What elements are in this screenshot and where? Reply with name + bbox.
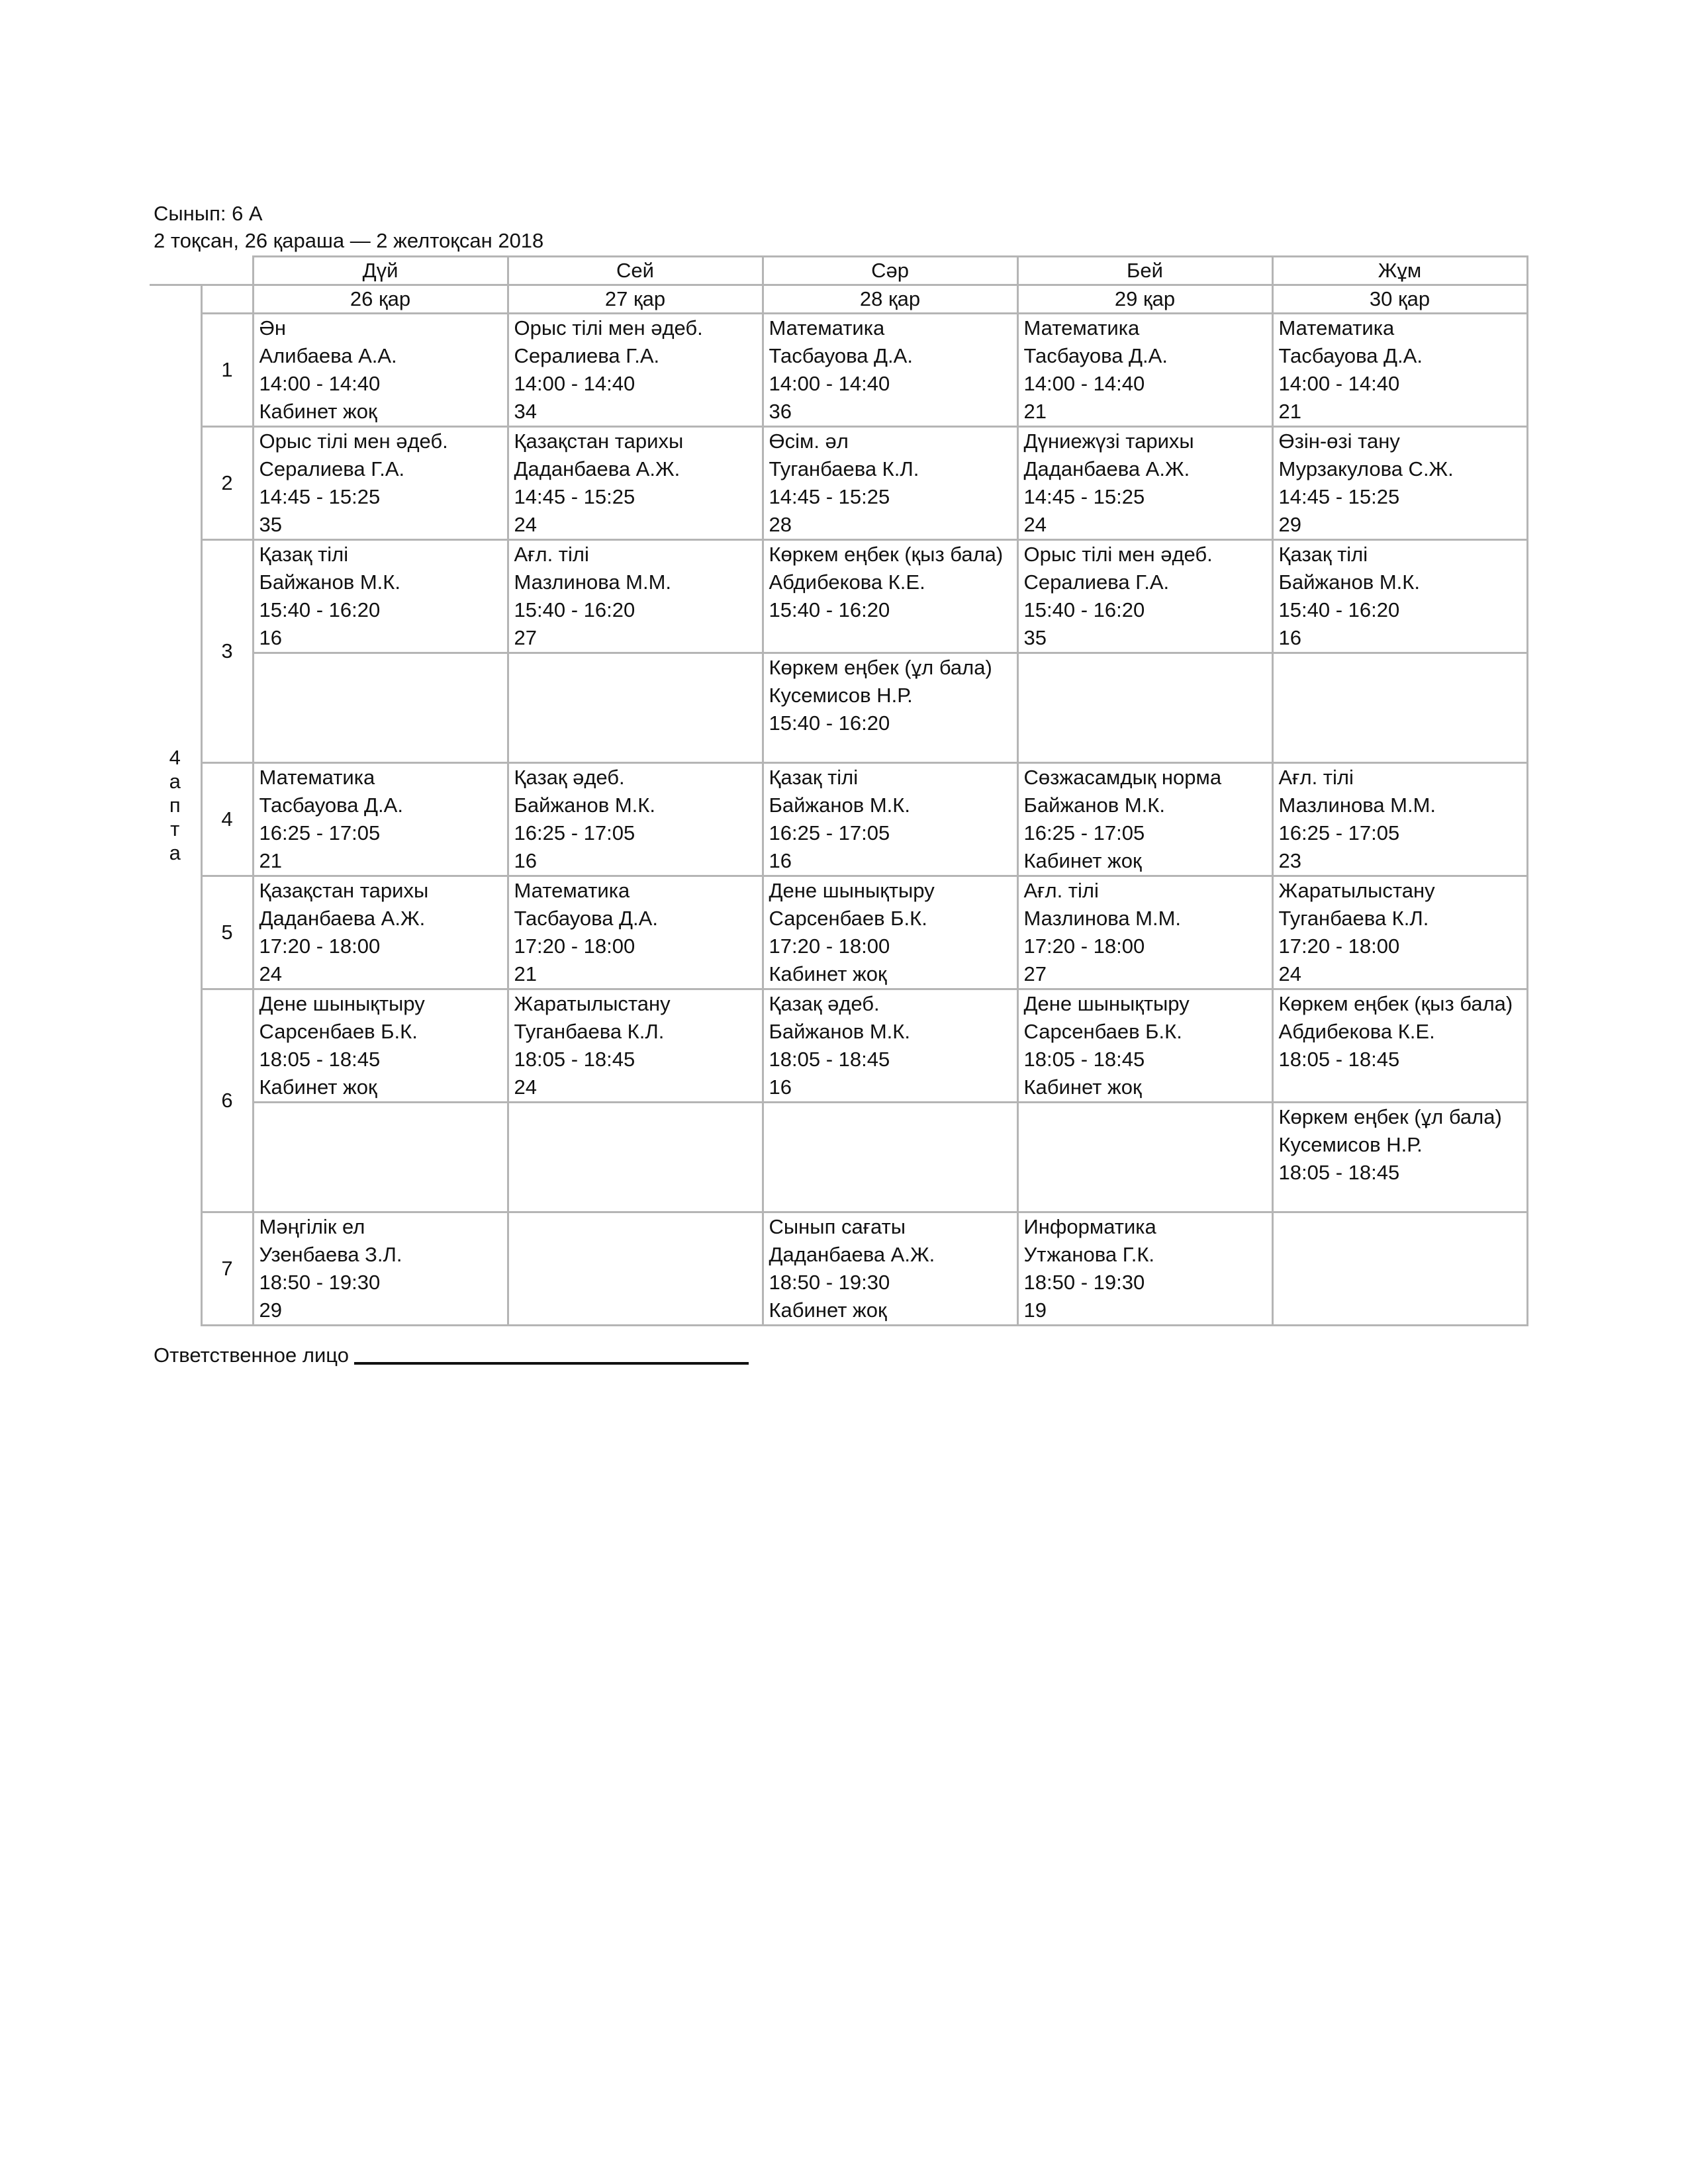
lesson-cell [508,989,763,1103]
lesson-num-header [201,285,253,314]
lesson-subject: Дене шынықтыру [769,879,935,902]
lesson-cell [253,427,508,540]
lesson-teacher: Сералиева Г.А. [259,457,405,480]
lesson-subject: Сөзжасамдық норма [1023,766,1222,789]
lesson-cell [1272,427,1527,540]
lesson-time: 14:45 - 15:25 [1023,485,1145,508]
lesson-subject: Информатика [1023,1215,1156,1238]
lesson-number: 2 [201,427,253,540]
lesson-number: 4 [201,763,253,876]
lesson-time: 15:40 - 16:20 [259,598,381,621]
lesson-room: 27 [514,626,537,649]
lesson-cell [1272,540,1527,653]
lesson-cell [253,1103,508,1212]
lesson-subject: Математика [1278,316,1395,340]
week-label-char: п [169,794,181,817]
lesson-cell [1017,427,1272,540]
week-label-char: т [170,817,180,841]
lesson-cell [508,763,763,876]
lesson-room: 35 [1023,626,1047,649]
day-date-1: 26 қар [253,285,508,314]
lesson-cell [763,653,1017,763]
lesson-time: 18:50 - 19:30 [769,1271,890,1294]
lesson-row [150,540,1527,653]
lesson-cell [1017,540,1272,653]
lesson-teacher: Даданбаева А.Ж. [1023,457,1190,480]
lesson-time: 18:05 - 18:45 [1278,1048,1400,1071]
lesson-subject: Дүниежүзі тарихы [1023,430,1194,453]
lesson-cell [1272,876,1527,989]
lesson-time: 18:50 - 19:30 [259,1271,381,1294]
lesson-time: 18:05 - 18:45 [1023,1048,1145,1071]
lesson-cell [1272,763,1527,876]
lesson-time: 14:45 - 15:25 [514,485,635,508]
lesson-room: 16 [259,626,282,649]
lesson-subject: Көркем еңбек (қыз бала) [769,543,1004,566]
lesson-cell [1017,989,1272,1103]
lesson-teacher: Туганбаева К.Л. [514,1020,665,1043]
lesson-teacher: Байжанов М.К. [1278,570,1420,594]
week-label-char: 4 [169,746,181,770]
lesson-cell [1017,1103,1272,1212]
lesson-subject: Қазақ әдеб. [769,992,880,1015]
lesson-subject: Қазақстан тарихы [514,430,684,453]
lesson-teacher: Мазлинова М.М. [1278,794,1436,817]
lesson-row [150,876,1527,989]
lesson-teacher: Байжанов М.К. [514,794,655,817]
lesson-teacher: Тасбауова Д.А. [1278,344,1423,367]
lesson-time: 18:05 - 18:45 [514,1048,635,1071]
lesson-row [150,763,1527,876]
day-date-4: 29 қар [1017,285,1272,314]
lesson-subject: Қазақстан тарихы [259,879,429,902]
lesson-cell [253,763,508,876]
lesson-cell [1272,1103,1527,1212]
lesson-room: 29 [259,1298,282,1322]
lesson-time: 18:05 - 18:45 [259,1048,381,1071]
lesson-room: 24 [1023,513,1047,536]
lesson-cell [508,653,763,763]
lesson-subject: Жаратылыстану [514,992,671,1015]
lesson-cell [253,540,508,653]
lesson-row [150,427,1527,540]
day-date-5: 30 қар [1272,285,1527,314]
lesson-cell [1017,653,1272,763]
lesson-time: 15:40 - 16:20 [514,598,635,621]
lesson-teacher: Абдибекова К.Е. [769,570,925,594]
lesson-teacher: Тасбауова Д.А. [769,344,913,367]
lesson-subject: Көркем еңбек (ұл бала) [1278,1105,1502,1128]
lesson-teacher: Тасбауова Д.А. [1023,344,1168,367]
lesson-number: 6 [201,989,253,1212]
lesson-cell [508,540,763,653]
lesson-row [150,1212,1527,1326]
lesson-teacher: Абдибекова К.Е. [1278,1020,1435,1043]
lesson-room: 16 [769,1075,792,1099]
lesson-teacher: Сералиева Г.А. [1023,570,1170,594]
lesson-teacher: Мазлинова М.М. [1023,907,1182,930]
lesson-room: Кабинет жоқ [1023,1075,1142,1099]
day-date-2: 27 қар [508,285,763,314]
lesson-cell [763,1212,1017,1326]
lesson-time: 16:25 - 17:05 [769,821,890,844]
corner-cell [150,257,253,285]
lesson-cell [1272,989,1527,1103]
lesson-cell [508,876,763,989]
lesson-row-extra [150,653,1527,763]
lesson-subject: Ағл. тілі [1023,879,1099,902]
lesson-number: 7 [201,1212,253,1326]
lesson-cell [763,314,1017,427]
lesson-subject: Мәңгілік ел [259,1215,365,1238]
lesson-teacher: Туганбаева К.Л. [769,457,919,480]
lesson-subject: Көркем еңбек (ұл бала) [769,656,992,679]
lesson-time: 14:45 - 15:25 [769,485,890,508]
lesson-cell [1272,653,1527,763]
lesson-room: 34 [514,400,537,423]
lesson-subject: Орыс тілі мен әдеб. [259,430,448,453]
lesson-teacher: Узенбаева З.Л. [259,1243,402,1266]
lesson-cell [763,1103,1017,1212]
day-name-2: Сей [508,257,763,285]
lesson-teacher: Даданбаева А.Ж. [514,457,680,480]
responsible-person-line [154,1342,749,1367]
lesson-time: 17:20 - 18:00 [1278,934,1400,958]
lesson-time: 17:20 - 18:00 [769,934,890,958]
lesson-time: 18:50 - 19:30 [1023,1271,1145,1294]
lesson-teacher: Тасбауова Д.А. [514,907,658,930]
lesson-teacher: Кусемисов Н.Р. [1278,1133,1423,1156]
lesson-subject: Ағл. тілі [1278,766,1354,789]
lesson-room: 21 [1023,400,1047,423]
lesson-teacher: Байжанов М.К. [769,1020,910,1043]
lesson-time: 15:40 - 16:20 [1023,598,1145,621]
lesson-subject: Дене шынықтыру [259,992,425,1015]
lesson-teacher: Мазлинова М.М. [514,570,672,594]
lesson-time: 14:00 - 14:40 [259,372,381,395]
lesson-room: Кабинет жоқ [1023,849,1142,872]
lesson-room: 35 [259,513,282,536]
lesson-cell [253,314,508,427]
lesson-teacher: Тасбауова Д.А. [259,794,403,817]
lesson-cell [253,989,508,1103]
lesson-subject: Математика [769,316,885,340]
lesson-cell [1272,1212,1527,1326]
week-label [150,285,201,1326]
lesson-teacher: Байжанов М.К. [1023,794,1165,817]
lesson-room: 24 [514,1075,537,1099]
lesson-subject: Математика [514,879,630,902]
lesson-subject: Математика [259,766,375,789]
day-date-3: 28 қар [763,285,1017,314]
lesson-room: Кабинет жоқ [769,1298,887,1322]
lesson-cell [1017,314,1272,427]
lesson-teacher: Сарсенбаев Б.К. [769,907,927,930]
lesson-room: 16 [1278,626,1301,649]
lesson-cell [253,1212,508,1326]
lesson-room: 24 [1278,962,1301,985]
lesson-row [150,989,1527,1103]
lesson-cell [253,876,508,989]
lesson-room: Кабинет жоқ [259,1075,377,1099]
lesson-cell [508,1103,763,1212]
lesson-time: 16:25 - 17:05 [1023,821,1145,844]
lesson-time: 15:40 - 16:20 [1278,598,1400,621]
lesson-time: 18:05 - 18:45 [769,1048,890,1071]
lesson-room: 29 [1278,513,1301,536]
lesson-subject: Ағл. тілі [514,543,589,566]
lesson-teacher: Байжанов М.К. [769,794,910,817]
lesson-room: Кабинет жоқ [259,400,377,423]
lesson-cell [763,427,1017,540]
lesson-cell [1017,763,1272,876]
lesson-subject: Қазақ тілі [1278,543,1368,566]
lesson-subject: Дене шынықтыру [1023,992,1190,1015]
lesson-time: 14:00 - 14:40 [1278,372,1400,395]
period-label: 2 тоқсан, 26 қараша — 2 желтоқсан 2018 [154,229,544,252]
lesson-teacher: Мурзакулова С.Ж. [1278,457,1454,480]
lesson-time: 17:20 - 18:00 [1023,934,1145,958]
lesson-cell [763,989,1017,1103]
lesson-room: Кабинет жоқ [769,962,887,985]
lesson-time: 18:05 - 18:45 [1278,1161,1400,1184]
lesson-subject: Математика [1023,316,1140,340]
lesson-row-extra [150,1103,1527,1212]
lesson-room: 21 [259,849,282,872]
lesson-room: 36 [769,400,792,423]
lesson-time: 14:00 - 14:40 [514,372,635,395]
lesson-row [150,314,1527,427]
lesson-subject: Орыс тілі мен әдеб. [514,316,703,340]
lesson-cell [763,763,1017,876]
lesson-teacher: Сарсенбаев Б.К. [1023,1020,1182,1043]
lesson-cell [508,1212,763,1326]
lesson-teacher: Туганбаева К.Л. [1278,907,1429,930]
lesson-subject: Көркем еңбек (қыз бала) [1278,992,1513,1015]
day-name-1: Дүй [253,257,508,285]
lesson-time: 15:40 - 16:20 [769,598,890,621]
lesson-room: 21 [514,962,537,985]
lesson-subject: Қазақ тілі [259,543,349,566]
lesson-number: 3 [201,540,253,763]
lesson-time: 14:45 - 15:25 [1278,485,1400,508]
lesson-subject: Қазақ тілі [769,766,859,789]
lesson-time: 16:25 - 17:05 [1278,821,1400,844]
lesson-cell [1017,1212,1272,1326]
lesson-room: 23 [1278,849,1301,872]
lesson-time: 17:20 - 18:00 [259,934,381,958]
lesson-time: 16:25 - 17:05 [259,821,381,844]
lesson-cell [763,876,1017,989]
day-name-3: Сәр [763,257,1017,285]
lesson-time: 17:20 - 18:00 [514,934,635,958]
lesson-subject: Қазақ әдеб. [514,766,625,789]
week-label-char: а [169,770,181,794]
lesson-room: 16 [769,849,792,872]
lesson-teacher: Сералиева Г.А. [514,344,660,367]
lesson-teacher: Утжанова Г.К. [1023,1243,1155,1266]
day-name-5: Жұм [1272,257,1527,285]
lesson-teacher: Даданбаева А.Ж. [259,907,426,930]
lesson-room: 28 [769,513,792,536]
day-name-4: Бей [1017,257,1272,285]
date-header-row [150,285,1527,314]
lesson-cell [1017,876,1272,989]
lesson-cell [508,314,763,427]
day-header-row [150,257,1527,285]
lesson-number: 1 [201,314,253,427]
lesson-cell [763,540,1017,653]
schedule-table [150,255,1528,1326]
week-label-char: а [169,841,181,865]
lesson-subject: Ән [259,316,286,340]
lesson-teacher: Кусемисов Н.Р. [769,684,913,707]
lesson-teacher: Сарсенбаев Б.К. [259,1020,418,1043]
lesson-number: 5 [201,876,253,989]
lesson-time: 14:00 - 14:40 [769,372,890,395]
lesson-time: 14:00 - 14:40 [1023,372,1145,395]
lesson-time: 15:40 - 16:20 [769,711,890,735]
lesson-room: 16 [514,849,537,872]
lesson-subject: Сынып сағаты [769,1215,906,1238]
class-label: Сынып: 6 А [154,202,263,225]
lesson-teacher: Байжанов М.К. [259,570,400,594]
lesson-time: 16:25 - 17:05 [514,821,635,844]
lesson-subject: Орыс тілі мен әдеб. [1023,543,1213,566]
lesson-room: 21 [1278,400,1301,423]
lesson-room: 19 [1023,1298,1047,1322]
lesson-cell [253,653,508,763]
lesson-teacher: Алибаева А.А. [259,344,397,367]
lesson-room: 24 [514,513,537,536]
signature-line [354,1342,749,1365]
lesson-subject: Өсім. әл [769,430,849,453]
lesson-room: 27 [1023,962,1047,985]
lesson-time: 14:45 - 15:25 [259,485,381,508]
lesson-room: 24 [259,962,282,985]
lesson-teacher: Даданбаева А.Ж. [769,1243,935,1266]
lesson-cell [1272,314,1527,427]
responsible-person-label: Ответственное лицо [154,1343,349,1367]
lesson-subject: Жаратылыстану [1278,879,1435,902]
lesson-cell [508,427,763,540]
lesson-subject: Өзін-өзі тану [1278,430,1400,453]
